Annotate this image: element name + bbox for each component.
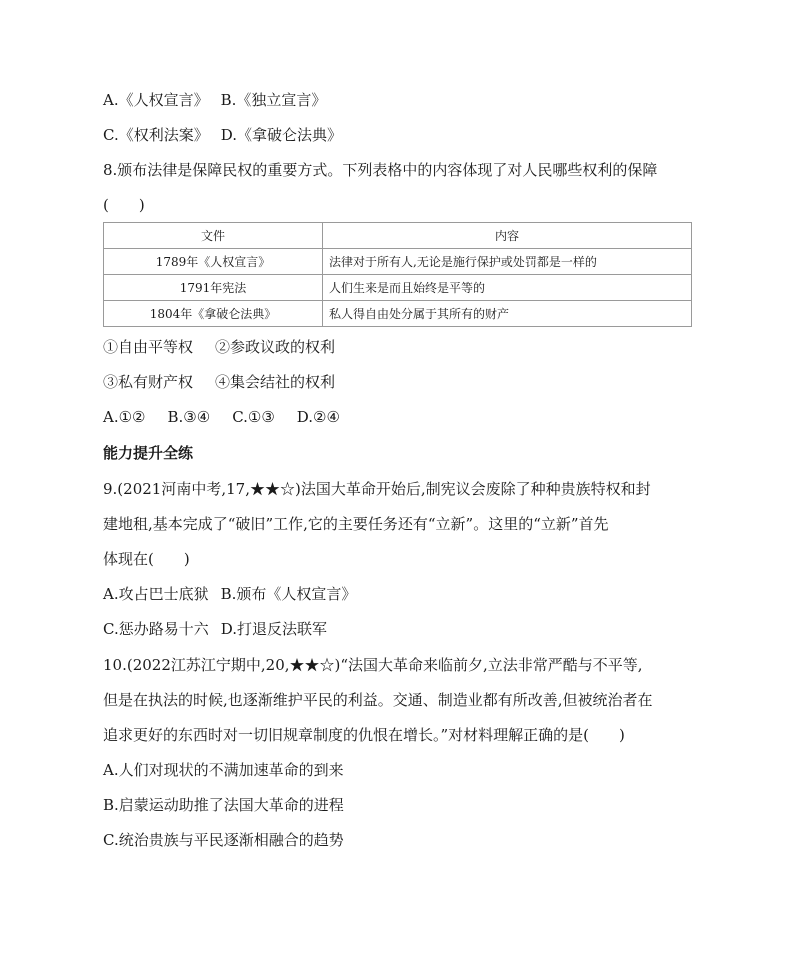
q9-stem-line-3: 体现在( ) — [103, 550, 190, 568]
table-cell-document: 1804年《拿破仑法典》 — [104, 301, 323, 327]
q8-answer-blank: ( ) — [103, 196, 145, 214]
q8-item-4: ④集会结社的权利 — [215, 373, 336, 391]
q8-item-2: ②参政议政的权利 — [215, 338, 336, 356]
q10-option-c: C.统治贵族与平民逐渐相融合的趋势 — [103, 831, 344, 849]
q8-table — [103, 222, 692, 327]
q9-option-b: B.颁布《人权宣言》 — [220, 585, 357, 603]
q10-option-a: A.人们对现状的不满加速革命的到来 — [103, 761, 344, 779]
q9-option-c: C.惩办路易十六 — [103, 620, 209, 638]
q8-option-b: B.③④ — [167, 408, 211, 426]
q8-item-1: ①自由平等权 — [103, 338, 194, 356]
q10-stem-line-2: 但是在执法的时候,也逐渐维护平民的利益。交通、制造业都有所改善,但被统治者在 — [103, 691, 653, 709]
q9-option-d: D.打退反法联军 — [220, 620, 327, 638]
q8-item-3: ③私有财产权 — [103, 373, 194, 391]
table-header-document: 文件 — [104, 223, 323, 249]
q9-stem-line-1: 9.(2021河南中考,17,★★☆)法国大革命开始后,制宪议会废除了种种贵族特权和封 — [103, 480, 651, 498]
table-row — [104, 301, 692, 327]
table-cell-content: 私人得自由处分属于其所有的财产 — [323, 301, 692, 327]
q9-options-row-1 — [103, 584, 356, 604]
table-cell-content: 人们生来是而且始终是平等的 — [323, 275, 692, 301]
q8-option-a: A.①② — [103, 408, 146, 426]
q9-option-a: A.攻占巴士底狱 — [103, 585, 209, 603]
section-title: 能力提升全练 — [103, 444, 194, 462]
table-cell-document: 1791年宪法 — [104, 275, 323, 301]
q9-stem-line-2: 建地租,基本完成了“破旧”工作,它的主要任务还有“立新”。这里的“立新”首先 — [103, 515, 609, 533]
q8-stem: 8.颁布法律是保障民权的重要方式。下列表格中的内容体现了对人民哪些权利的保障 — [103, 161, 658, 179]
q8-option-c: C.①③ — [232, 408, 275, 426]
table-row — [104, 275, 692, 301]
q8-options — [103, 407, 340, 427]
q7-option-b: B.《独立宣言》 — [220, 91, 327, 109]
q7-options-row-2 — [103, 125, 342, 145]
table-cell-document: 1789年《人权宣言》 — [104, 249, 323, 275]
table-row — [104, 249, 692, 275]
q8-option-d: D.②④ — [296, 408, 340, 426]
q7-option-d: D.《拿破仑法典》 — [220, 126, 342, 144]
q10-stem-line-1: 10.(2022江苏江宁期中,20,★★☆)“法国大革命来临前夕,立法非常严酷与不平等, — [103, 656, 643, 674]
table-header-row — [104, 223, 692, 249]
table-cell-content: 法律对于所有人,无论是施行保护或处罚都是一样的 — [323, 249, 692, 275]
q7-options-row-1 — [103, 90, 326, 110]
q8-items-row-1 — [103, 337, 335, 357]
table-header-content: 内容 — [323, 223, 692, 249]
q7-option-a: A.《人权宣言》 — [103, 91, 209, 109]
q8-items-row-2 — [103, 372, 335, 392]
q9-options-row-2 — [103, 619, 327, 639]
q7-option-c: C.《权利法案》 — [103, 126, 209, 144]
q10-stem-line-3: 追求更好的东西时对一切旧规章制度的仇恨在增长。”对材料理解正确的是( ) — [103, 726, 625, 744]
q10-option-b: B.启蒙运动助推了法国大革命的进程 — [103, 796, 344, 814]
